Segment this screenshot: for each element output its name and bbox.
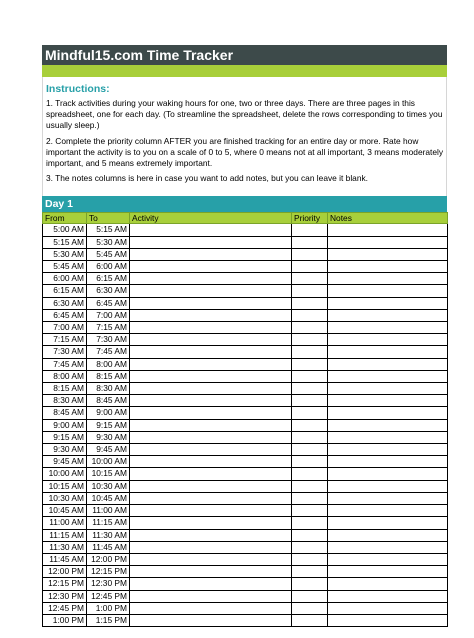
activity-cell[interactable] [130, 578, 292, 590]
activity-cell[interactable] [130, 614, 292, 626]
notes-cell[interactable] [328, 236, 448, 248]
to-cell: 6:15 AM [87, 273, 130, 285]
to-cell: 10:30 AM [87, 480, 130, 492]
activity-cell[interactable] [130, 383, 292, 395]
priority-cell[interactable] [292, 529, 328, 541]
priority-cell[interactable] [292, 224, 328, 236]
activity-cell[interactable] [130, 395, 292, 407]
instruction-item-2: 2. Complete the priority column AFTER you are finished tracking for an entire day or more. Rate how important the activity is to you on a scale of 0 to 5, where 0 means not at all important, 3 means moderately important, and 5 means extremely important. [46, 135, 444, 169]
from-cell: 11:45 AM [43, 553, 87, 565]
notes-cell[interactable] [328, 505, 448, 517]
from-cell: 9:30 AM [43, 444, 87, 456]
notes-cell[interactable] [328, 553, 448, 565]
activity-cell[interactable] [130, 273, 292, 285]
from-cell: 12:00 PM [43, 566, 87, 578]
table-row [43, 456, 448, 468]
priority-cell[interactable] [292, 553, 328, 565]
table-row [43, 566, 448, 578]
priority-cell[interactable] [292, 358, 328, 370]
table-row [43, 407, 448, 419]
table-row [43, 419, 448, 431]
to-cell: 6:00 AM [87, 261, 130, 273]
priority-cell[interactable] [292, 273, 328, 285]
from-cell: 8:45 AM [43, 407, 87, 419]
to-cell: 5:45 AM [87, 248, 130, 260]
priority-cell[interactable] [292, 541, 328, 553]
activity-cell[interactable] [130, 566, 292, 578]
to-cell: 11:00 AM [87, 505, 130, 517]
to-cell: 1:00 PM [87, 602, 130, 614]
table-row [43, 236, 448, 248]
table-row [43, 529, 448, 541]
from-cell: 5:00 AM [43, 224, 87, 236]
notes-cell[interactable] [328, 578, 448, 590]
to-cell: 9:00 AM [87, 407, 130, 419]
table-row [43, 346, 448, 358]
table-row [43, 322, 448, 334]
priority-cell[interactable] [292, 261, 328, 273]
notes-cell[interactable] [328, 309, 448, 321]
table-row [43, 614, 448, 626]
from-cell: 6:45 AM [43, 309, 87, 321]
activity-cell[interactable] [130, 456, 292, 468]
activity-cell[interactable] [130, 236, 292, 248]
column-header-priority: Priority [292, 213, 328, 224]
priority-cell[interactable] [292, 407, 328, 419]
from-cell: 7:00 AM [43, 322, 87, 334]
priority-cell[interactable] [292, 395, 328, 407]
notes-cell[interactable] [328, 590, 448, 602]
activity-cell[interactable] [130, 224, 292, 236]
notes-cell[interactable] [328, 529, 448, 541]
to-cell: 7:30 AM [87, 334, 130, 346]
from-cell: 10:45 AM [43, 505, 87, 517]
from-cell: 8:15 AM [43, 383, 87, 395]
activity-cell[interactable] [130, 358, 292, 370]
time-tracker-sheet [42, 45, 447, 627]
notes-cell[interactable] [328, 456, 448, 468]
from-cell: 9:45 AM [43, 456, 87, 468]
from-cell: 12:15 PM [43, 578, 87, 590]
notes-cell[interactable] [328, 614, 448, 626]
from-cell: 6:15 AM [43, 285, 87, 297]
activity-cell[interactable] [130, 541, 292, 553]
from-cell: 8:00 AM [43, 370, 87, 382]
table-row [43, 285, 448, 297]
table-row [43, 492, 448, 504]
to-cell: 10:45 AM [87, 492, 130, 504]
notes-cell[interactable] [328, 480, 448, 492]
time-log-table [42, 212, 448, 627]
to-cell: 8:15 AM [87, 370, 130, 382]
notes-cell[interactable] [328, 541, 448, 553]
to-cell: 7:45 AM [87, 346, 130, 358]
notes-cell[interactable] [328, 370, 448, 382]
activity-cell[interactable] [130, 334, 292, 346]
priority-cell[interactable] [292, 297, 328, 309]
notes-cell[interactable] [328, 358, 448, 370]
table-row [43, 480, 448, 492]
priority-cell[interactable] [292, 517, 328, 529]
priority-cell[interactable] [292, 590, 328, 602]
table-row [43, 334, 448, 346]
from-cell: 10:30 AM [43, 492, 87, 504]
priority-cell[interactable] [292, 444, 328, 456]
priority-cell[interactable] [292, 614, 328, 626]
from-cell: 8:30 AM [43, 395, 87, 407]
priority-cell[interactable] [292, 492, 328, 504]
instructions-section [42, 77, 447, 196]
activity-cell[interactable] [130, 370, 292, 382]
priority-cell[interactable] [292, 419, 328, 431]
from-cell: 5:30 AM [43, 248, 87, 260]
notes-cell[interactable] [328, 273, 448, 285]
notes-cell[interactable] [328, 566, 448, 578]
to-cell: 7:00 AM [87, 309, 130, 321]
from-cell: 12:30 PM [43, 590, 87, 602]
activity-cell[interactable] [130, 492, 292, 504]
priority-cell[interactable] [292, 322, 328, 334]
to-cell: 10:00 AM [87, 456, 130, 468]
table-row [43, 297, 448, 309]
table-row [43, 395, 448, 407]
from-cell: 5:45 AM [43, 261, 87, 273]
instruction-item-1: 1. Track activities during your waking hours for one, two or three days. There are three pages in this spreadsheet, one for each day. (To streamline the spreadsheet, delete the rows corresponding to times you usually sleep.) [46, 98, 443, 131]
to-cell: 6:30 AM [87, 285, 130, 297]
to-cell: 11:30 AM [87, 529, 130, 541]
activity-cell[interactable] [130, 346, 292, 358]
priority-cell[interactable] [292, 370, 328, 382]
priority-cell[interactable] [292, 456, 328, 468]
column-header-from: From [43, 213, 87, 224]
priority-cell[interactable] [292, 468, 328, 480]
notes-cell[interactable] [328, 419, 448, 431]
table-row [43, 578, 448, 590]
priority-cell[interactable] [292, 383, 328, 395]
title-accent-bar [42, 65, 447, 77]
notes-cell[interactable] [328, 395, 448, 407]
to-cell: 7:15 AM [87, 322, 130, 334]
sheet-title: Mindful15.com Time Tracker [42, 45, 447, 65]
activity-cell[interactable] [130, 309, 292, 321]
notes-cell[interactable] [328, 468, 448, 480]
activity-cell[interactable] [130, 590, 292, 602]
activity-cell[interactable] [130, 431, 292, 443]
activity-cell[interactable] [130, 322, 292, 334]
table-row [43, 358, 448, 370]
instructions-heading: Instructions: [46, 83, 110, 95]
priority-cell[interactable] [292, 285, 328, 297]
from-cell: 7:15 AM [43, 334, 87, 346]
table-row [43, 468, 448, 480]
activity-cell[interactable] [130, 553, 292, 565]
day-header: Day 1 [42, 196, 447, 212]
to-cell: 9:15 AM [87, 419, 130, 431]
from-cell: 11:30 AM [43, 541, 87, 553]
instruction-item-3: 3. The notes columns is here in case you want to add notes, but you can leave it blank. [46, 173, 369, 184]
priority-cell[interactable] [292, 346, 328, 358]
notes-cell[interactable] [328, 602, 448, 614]
table-row [43, 590, 448, 602]
priority-cell[interactable] [292, 602, 328, 614]
to-cell: 5:30 AM [87, 236, 130, 248]
priority-cell[interactable] [292, 431, 328, 443]
from-cell: 9:00 AM [43, 419, 87, 431]
priority-cell[interactable] [292, 309, 328, 321]
notes-cell[interactable] [328, 334, 448, 346]
activity-cell[interactable] [130, 602, 292, 614]
from-cell: 12:45 PM [43, 602, 87, 614]
table-row [43, 505, 448, 517]
activity-cell[interactable] [130, 505, 292, 517]
from-cell: 11:00 AM [43, 517, 87, 529]
table-row [43, 273, 448, 285]
column-header-to: To [87, 213, 130, 224]
time-log-body [43, 224, 448, 627]
from-cell: 11:15 AM [43, 529, 87, 541]
table-row [43, 517, 448, 529]
activity-cell[interactable] [130, 297, 292, 309]
priority-cell[interactable] [292, 236, 328, 248]
activity-cell[interactable] [130, 444, 292, 456]
activity-cell[interactable] [130, 529, 292, 541]
to-cell: 12:15 PM [87, 566, 130, 578]
to-cell: 8:30 AM [87, 383, 130, 395]
activity-cell[interactable] [130, 248, 292, 260]
notes-cell[interactable] [328, 224, 448, 236]
priority-cell[interactable] [292, 248, 328, 260]
notes-cell[interactable] [328, 444, 448, 456]
notes-cell[interactable] [328, 407, 448, 419]
activity-cell[interactable] [130, 419, 292, 431]
to-cell: 8:00 AM [87, 358, 130, 370]
notes-cell[interactable] [328, 285, 448, 297]
activity-cell[interactable] [130, 407, 292, 419]
priority-cell[interactable] [292, 334, 328, 346]
from-cell: 7:30 AM [43, 346, 87, 358]
table-row [43, 309, 448, 321]
table-row [43, 431, 448, 443]
notes-cell[interactable] [328, 431, 448, 443]
to-cell: 11:45 AM [87, 541, 130, 553]
to-cell: 12:45 PM [87, 590, 130, 602]
from-cell: 6:00 AM [43, 273, 87, 285]
from-cell: 1:00 PM [43, 614, 87, 626]
to-cell: 12:00 PM [87, 553, 130, 565]
table-row [43, 224, 448, 236]
table-row [43, 602, 448, 614]
notes-cell[interactable] [328, 261, 448, 273]
priority-cell[interactable] [292, 566, 328, 578]
activity-cell[interactable] [130, 261, 292, 273]
notes-cell[interactable] [328, 492, 448, 504]
from-cell: 9:15 AM [43, 431, 87, 443]
priority-cell[interactable] [292, 505, 328, 517]
table-row [43, 553, 448, 565]
to-cell: 12:30 PM [87, 578, 130, 590]
to-cell: 5:15 AM [87, 224, 130, 236]
notes-cell[interactable] [328, 322, 448, 334]
to-cell: 1:15 PM [87, 614, 130, 626]
from-cell: 10:15 AM [43, 480, 87, 492]
priority-cell[interactable] [292, 578, 328, 590]
column-header-notes: Notes [328, 213, 448, 224]
to-cell: 11:15 AM [87, 517, 130, 529]
from-cell: 10:00 AM [43, 468, 87, 480]
to-cell: 10:15 AM [87, 468, 130, 480]
to-cell: 9:30 AM [87, 431, 130, 443]
activity-cell[interactable] [130, 480, 292, 492]
table-row [43, 261, 448, 273]
table-row [43, 541, 448, 553]
table-row [43, 383, 448, 395]
priority-cell[interactable] [292, 480, 328, 492]
notes-cell[interactable] [328, 517, 448, 529]
activity-cell[interactable] [130, 468, 292, 480]
notes-cell[interactable] [328, 383, 448, 395]
to-cell: 8:45 AM [87, 395, 130, 407]
column-header-activity: Activity [130, 213, 292, 224]
table-row [43, 248, 448, 260]
notes-cell[interactable] [328, 297, 448, 309]
notes-cell[interactable] [328, 346, 448, 358]
from-cell: 6:30 AM [43, 297, 87, 309]
from-cell: 5:15 AM [43, 236, 87, 248]
activity-cell[interactable] [130, 517, 292, 529]
from-cell: 7:45 AM [43, 358, 87, 370]
table-row [43, 370, 448, 382]
to-cell: 6:45 AM [87, 297, 130, 309]
notes-cell[interactable] [328, 248, 448, 260]
to-cell: 9:45 AM [87, 444, 130, 456]
activity-cell[interactable] [130, 285, 292, 297]
table-row [43, 444, 448, 456]
table-header-row [43, 213, 448, 224]
